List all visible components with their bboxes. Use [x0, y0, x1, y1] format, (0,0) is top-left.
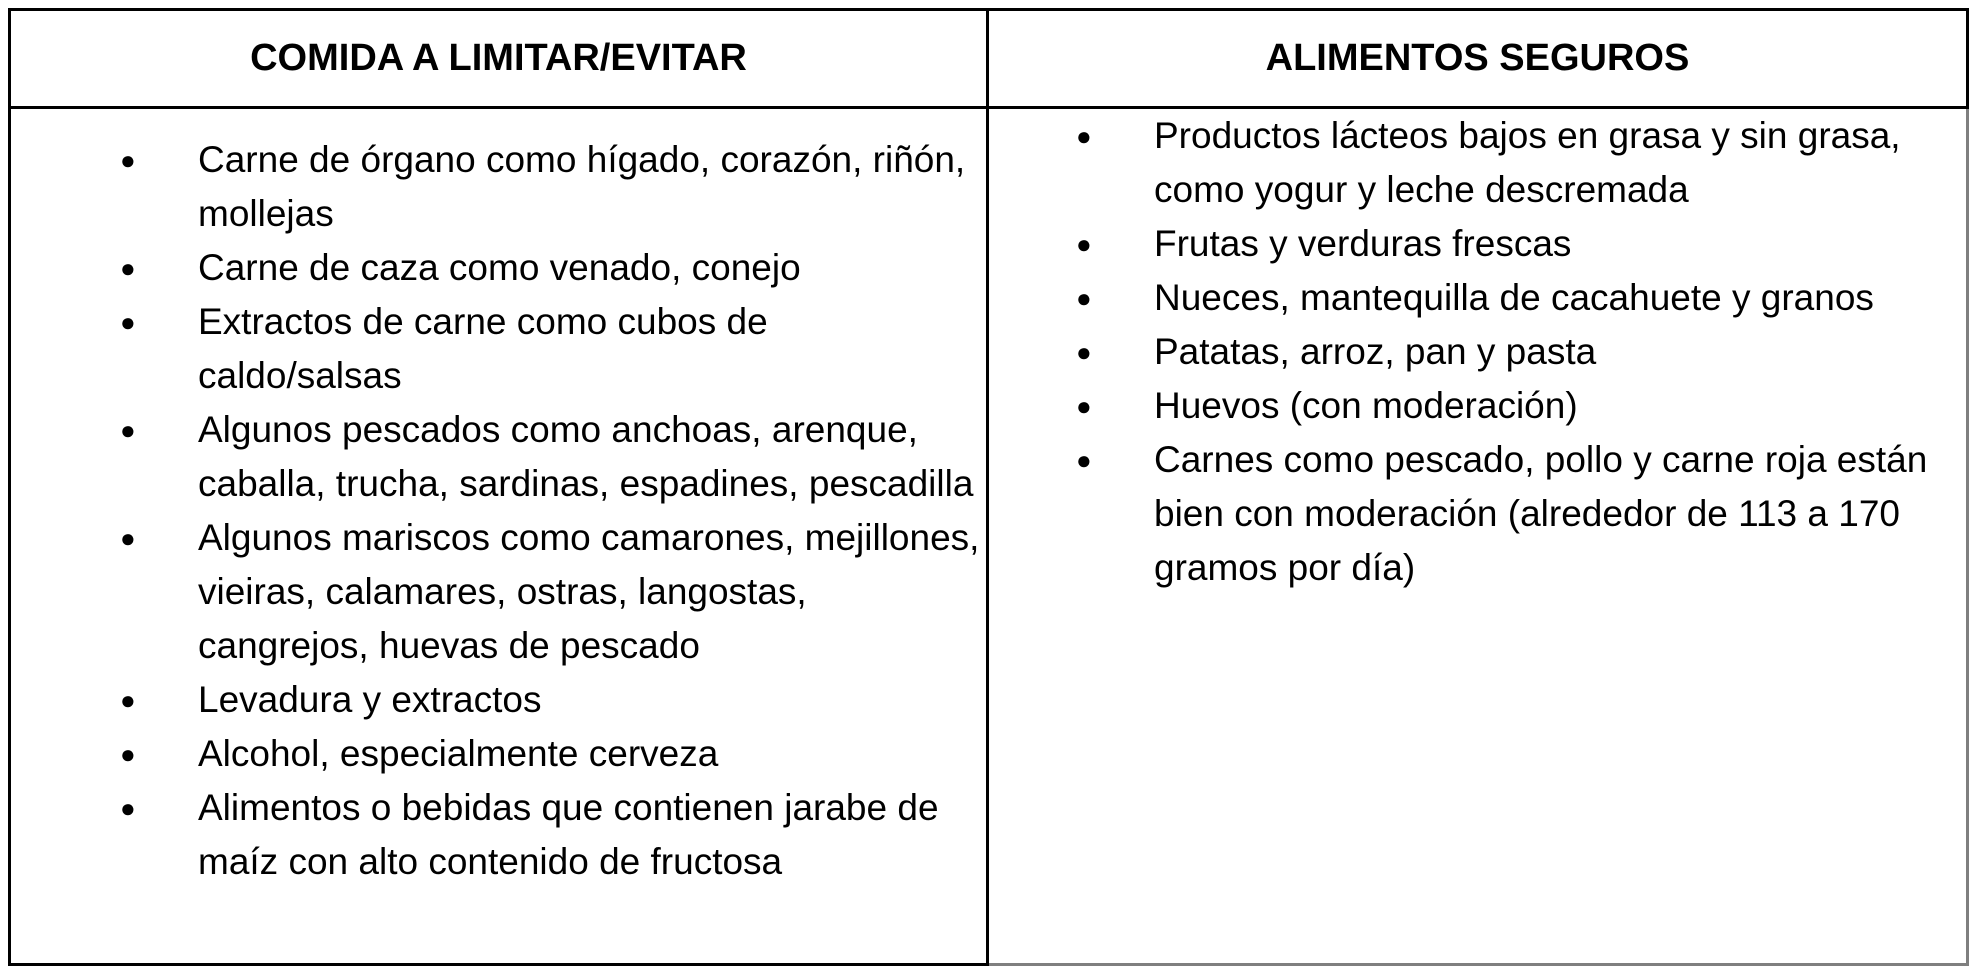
list-item [989, 271, 1966, 325]
bullet-icon: ● [1076, 121, 1092, 151]
food-table-container [8, 8, 1966, 966]
bullet-icon: ● [1076, 229, 1092, 259]
bullet-icon: ● [1076, 445, 1092, 475]
bullet-icon: ● [120, 685, 136, 715]
list-item-text: Alimentos o bebidas que contienen jarabe de maíz con alto contenido de fructosa [198, 787, 939, 882]
body-row [10, 108, 1968, 965]
bullet-icon: ● [1076, 337, 1092, 367]
bullet-icon: ● [120, 523, 136, 553]
list-item [11, 295, 986, 403]
list-item-text: Carne de caza como venado, conejo [198, 247, 801, 288]
header-avoid: COMIDA A LIMITAR/EVITAR [10, 10, 988, 108]
list-item [989, 217, 1966, 271]
list-item-text: Productos lácteos bajos en grasa y sin grasa, como yogur y leche descremada [1154, 115, 1901, 210]
list-item [989, 325, 1966, 379]
bullet-icon: ● [1076, 283, 1092, 313]
safe-list [989, 109, 1966, 595]
list-item-text: Extractos de carne como cubos de caldo/salsas [198, 301, 768, 396]
food-comparison-table [8, 8, 1969, 966]
list-item-text: Carne de órgano como hígado, corazón, riñón, mollejas [198, 139, 966, 234]
list-item [11, 673, 986, 727]
list-item [11, 781, 986, 889]
bullet-icon: ● [120, 253, 136, 283]
list-item-text: Levadura y extractos [198, 679, 542, 720]
list-item-text: Algunos pescados como anchoas, arenque, caballa, trucha, sardinas, espadines, pescadilla [198, 409, 974, 504]
list-item-text: Frutas y verduras frescas [1154, 223, 1572, 264]
list-item-text: Nueces, mantequilla de cacahuete y granos [1154, 277, 1874, 318]
list-item [11, 511, 986, 673]
list-item [11, 241, 986, 295]
safe-cell [988, 108, 1968, 965]
bullet-icon: ● [120, 793, 136, 823]
list-item [989, 379, 1966, 433]
list-item-text: Alcohol, especialmente cerveza [198, 733, 719, 774]
list-item [11, 403, 986, 511]
list-item [11, 133, 986, 241]
list-item-text: Carnes como pescado, pollo y carne roja están bien con moderación (alrededor de 113 a 170 gramos por día) [1154, 439, 1928, 588]
list-item [989, 433, 1966, 595]
list-item [989, 109, 1966, 217]
header-row [10, 10, 1968, 108]
avoid-list [11, 109, 986, 889]
header-safe: ALIMENTOS SEGUROS [988, 10, 1968, 108]
list-item-text: Huevos (con moderación) [1154, 385, 1578, 426]
avoid-cell [10, 108, 988, 965]
list-item-text: Algunos mariscos como camarones, mejillones, vieiras, calamares, ostras, langostas, cangrejos, huevas de pescado [198, 517, 980, 666]
bullet-icon: ● [1076, 391, 1092, 421]
bullet-icon: ● [120, 307, 136, 337]
bullet-icon: ● [120, 415, 136, 445]
list-item [11, 727, 986, 781]
bullet-icon: ● [120, 739, 136, 769]
bullet-icon: ● [120, 145, 136, 175]
list-item-text: Patatas, arroz, pan y pasta [1154, 331, 1597, 372]
